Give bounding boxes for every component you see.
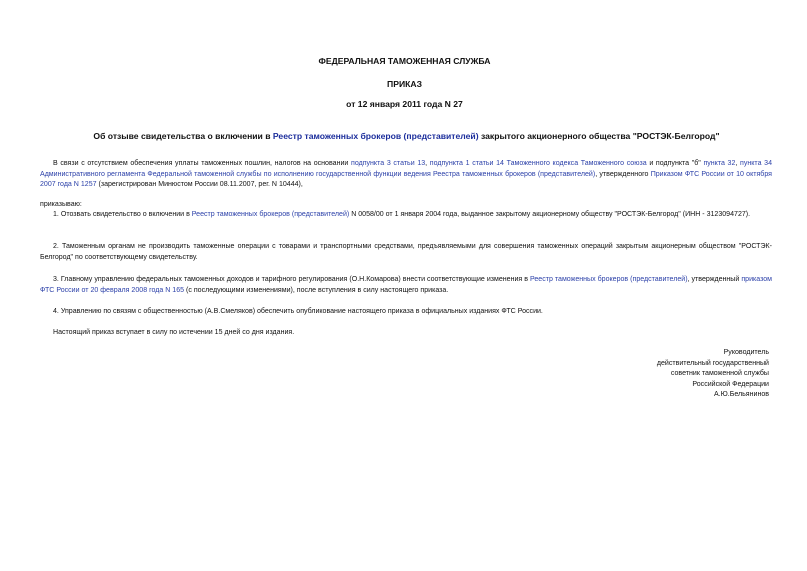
link-subparagraph-3-article-13[interactable]: подпункта 3 статьи 13 [351,160,426,167]
order-item-4: 4. Управлению по связям с общественностью (А.В.Смеляков) обеспечить опубликование настоящего приказа в официальных изданиях ФТС России. [53,308,543,315]
order-item-2: 2. Таможенным органам не производить таможенные операции с товарами и транспортными средствами, предъявляемыми для совершения таможенных операций закрытым акционерным обществом "РОСТЭК-Белгород" по соответствующему свидетельству. [40,243,772,261]
signature-name: А.Ю.Бельянинов [713,391,769,399]
signature-rank-line-2: советник таможенной службы [670,370,769,378]
subject-registry-link[interactable]: Реестр таможенных брокеров (представителей) [272,131,479,141]
item1-text-2: N 0058/00 от 1 января 2004 года, выданное закрытому акционерному обществу "РОСТЭК-Белгород" (ИНН - 3123094727). [349,211,751,218]
preamble-text-3: и подпункта "б" [646,160,704,167]
item3-registry-link[interactable]: Реестр таможенных брокеров (представителей) [529,276,688,283]
signature-rank-line-1: действительный государственный [656,359,769,367]
preamble-text-2: , [425,160,430,167]
item3-text-1: 3. Главному управлению федеральных таможенных доходов и тарифного регулирования (О.Н.Комарова) внести соответствующие изменения в [53,276,530,283]
document-type-title: ПРИКАЗ [387,79,422,89]
link-subparagraph-1-article-14[interactable]: подпункта 1 статьи 14 Таможенного кодекса Таможенного союза [429,160,647,167]
signature-block [657,348,769,401]
preamble-text-4: , [735,160,741,167]
document-subject-title [3,131,807,142]
link-paragraph-34-regulation[interactable]: пункта 34 Административного регламента Федеральной таможенной службы по исполнению государственной функции ведения Реестра таможенных брокеров (представителей) [40,160,772,178]
subject-text-before: Об отзыве свидетельства о включении в [93,131,273,141]
document-date-number: от 12 января 2011 года N 27 [346,99,463,109]
organization-title: ФЕДЕРАЛЬНАЯ ТАМОЖЕННАЯ СЛУЖБА [318,56,491,66]
preamble-text-1: В связи с отсутствием обеспечения уплаты таможенных пошлин, налогов на основании [53,160,351,167]
preamble-paragraph [40,159,772,191]
item1-registry-link[interactable]: Реестр таможенных брокеров (представителей) [191,211,350,218]
preamble-text-6: (зарегистрирован Минюстом России 08.11.2007, рег. N 10444), [96,181,303,189]
item1-text-1: 1. Отозвать свидетельство о включении в [53,211,192,218]
item3-text-2: , утвержденный [687,276,742,283]
link-paragraph-32[interactable]: пункта 32 [703,160,736,167]
link-order-1257[interactable]: Приказом ФТС России от 10 октября 2007 года N 1257 [40,170,772,189]
subject-text-after: закрытого акционерного общества "РОСТЭК-Белгород" [478,131,720,141]
order-item-3 [40,275,772,296]
final-clause: Настоящий приказ вступает в силу по истечении 15 дней со дня издания. [53,329,295,336]
signature-rank-line-3: Российской Федерации [692,380,769,388]
item3-order-165-link[interactable]: приказом ФТС России от 20 февраля 2008 года N 165 [40,276,772,294]
item3-text-3: (с последующими изменениями), после вступления в силу настоящего приказа. [184,286,449,294]
preamble-text-5: , утвержденного [595,170,651,178]
order-item-1 [40,210,772,221]
signature-position: Руководитель [723,349,769,356]
prikazyvayu-label: приказываю: [40,201,82,208]
